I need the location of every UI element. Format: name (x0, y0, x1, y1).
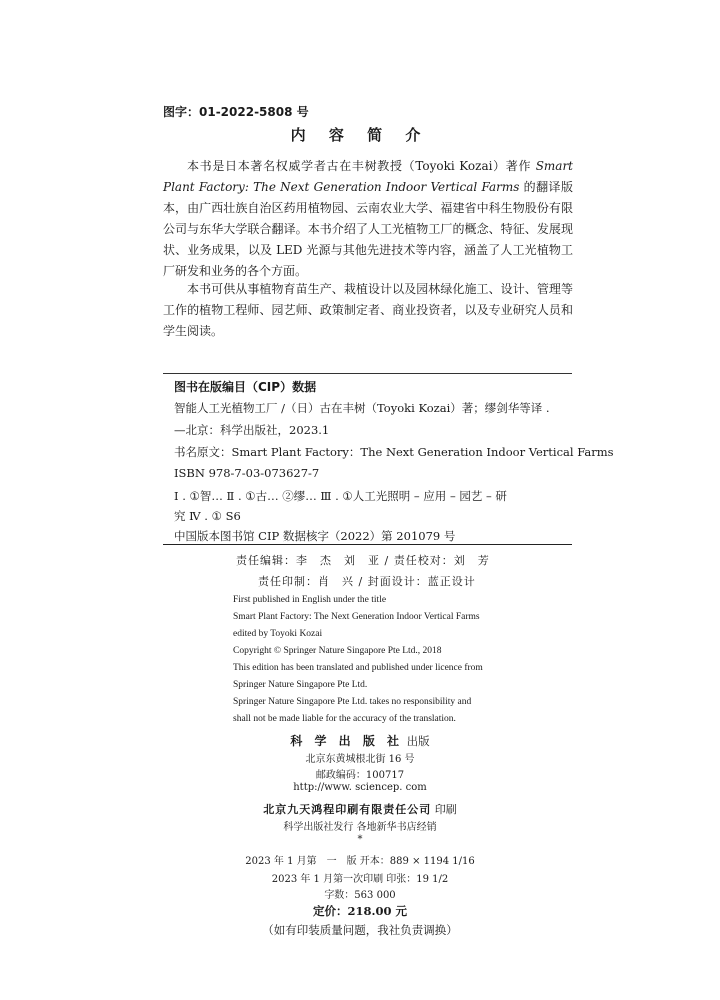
publisher-postcode: 邮政编码：100717 (315, 770, 405, 781)
printer-line (0, 798, 720, 817)
staff-line-2: 责任印制：肖 兴 / 封面设计：蓝正设计 (258, 575, 476, 588)
printing-line: 2023 年 1 月第一次印刷 印张：19 1/2 (271, 874, 449, 885)
publisher-suffix: 出版 (403, 734, 430, 748)
original-title-italic: Smart Plant Factory: The Next Generation Indoor Vertical Farms (163, 159, 573, 194)
summary-text-a: 本书是日本著名权威学者古在丰树教授（Toyoki Kozai）著作 (187, 159, 536, 173)
quality-notice: （如有印装质量问题，我社负责调换） (262, 923, 458, 937)
divider-top (163, 373, 572, 374)
cip-line-3: 书名原文：Smart Plant Factory：The Next Generation Indoor Vertical Farms (174, 445, 614, 459)
publisher-name: 科 学 出 版 社 (290, 734, 404, 748)
english-notice-line: shall not be made liable for the accuracy of the translation. (233, 714, 456, 724)
summary-paragraph-2: 本书可供从事植物育苗生产、栽植设计以及园林绿化施工、设计、管理等工作的植物工程师、园艺师、政策制定者、商业投资者，以及专业研究人员和学生阅读。 (163, 282, 573, 338)
printer-name: 北京九天鸿程印刷有限责任公司 (263, 803, 432, 816)
distribution-line: 科学出版社发行 各地新华书店经销 (283, 822, 437, 833)
summary-title: 内 容 简 介 (290, 126, 430, 144)
edition-line: 2023 年 1 月第 一 版 开本：889 × 1194 1/16 (245, 856, 475, 867)
price: 定价：218.00 元 (312, 904, 407, 918)
publisher-line (0, 730, 720, 749)
cip-line-5: Ⅰ . ①智… Ⅱ . ①古… ②缪… Ⅲ . ①人工光照明 – 应用 – 园艺 – 研 (174, 489, 507, 503)
publisher-address: 北京东黄城根北街 16 号 (305, 754, 415, 765)
cip-line-2: —北京：科学出版社，2023.1 (174, 423, 330, 437)
cip-title: 图书在版编目（CIP）数据 (174, 380, 317, 394)
english-notice-line: Smart Plant Factory: The Next Generation Indoor Vertical Farms (233, 612, 480, 622)
copyright-registration-number: 图字：01-2022-5808 号 (163, 105, 309, 119)
separator-star: * (357, 834, 363, 845)
cip-line-1: 智能人工光植物工厂 /（日）古在丰树（Toyoki Kozai）著；缪剑华等译 . (174, 401, 550, 415)
word-count: 字数：563 000 (324, 890, 396, 901)
english-notice-line: Copyright © Springer Nature Singapore Pte Ltd., 2018 (233, 646, 442, 656)
cip-line-4: ISBN 978-7-03-073627-7 (174, 466, 320, 480)
staff-line-1: 责任编辑：李 杰 刘 亚 / 责任校对：刘 芳 (236, 554, 490, 567)
english-notice-line: First published in English under the title (233, 595, 387, 605)
english-notice-line: Springer Nature Singapore Pte Ltd. (233, 680, 368, 690)
english-notice-line: Springer Nature Singapore Pte Ltd. takes no responsibility and (233, 697, 472, 707)
summary-text-b: 的翻译版本，由广西壮族自治区药用植物园、云南农业大学、福建省中科生物股份有限公司与东华大学联合翻译。本书介绍了人工光植物工厂的概念、特征、发展现状、业务成果，以及 LED 光源与其他先进技术等内容，涵盖了人工光植物工厂研发和业务的各个方面。 (163, 180, 573, 278)
divider-bottom (163, 544, 572, 545)
cip-line-7: 中国版本图书馆 CIP 数据核字（2022）第 201079 号 (174, 529, 456, 543)
cip-line-6: 究 Ⅳ . ① S6 (174, 509, 241, 523)
english-notice-line: This edition has been translated and published under licence from (233, 663, 483, 673)
summary-paragraph-1 (163, 156, 573, 282)
printer-suffix: 印刷 (431, 803, 457, 816)
english-notice-line: edited by Toyoki Kozai (233, 629, 323, 639)
publisher-url: http://www. sciencep. com (293, 782, 427, 793)
